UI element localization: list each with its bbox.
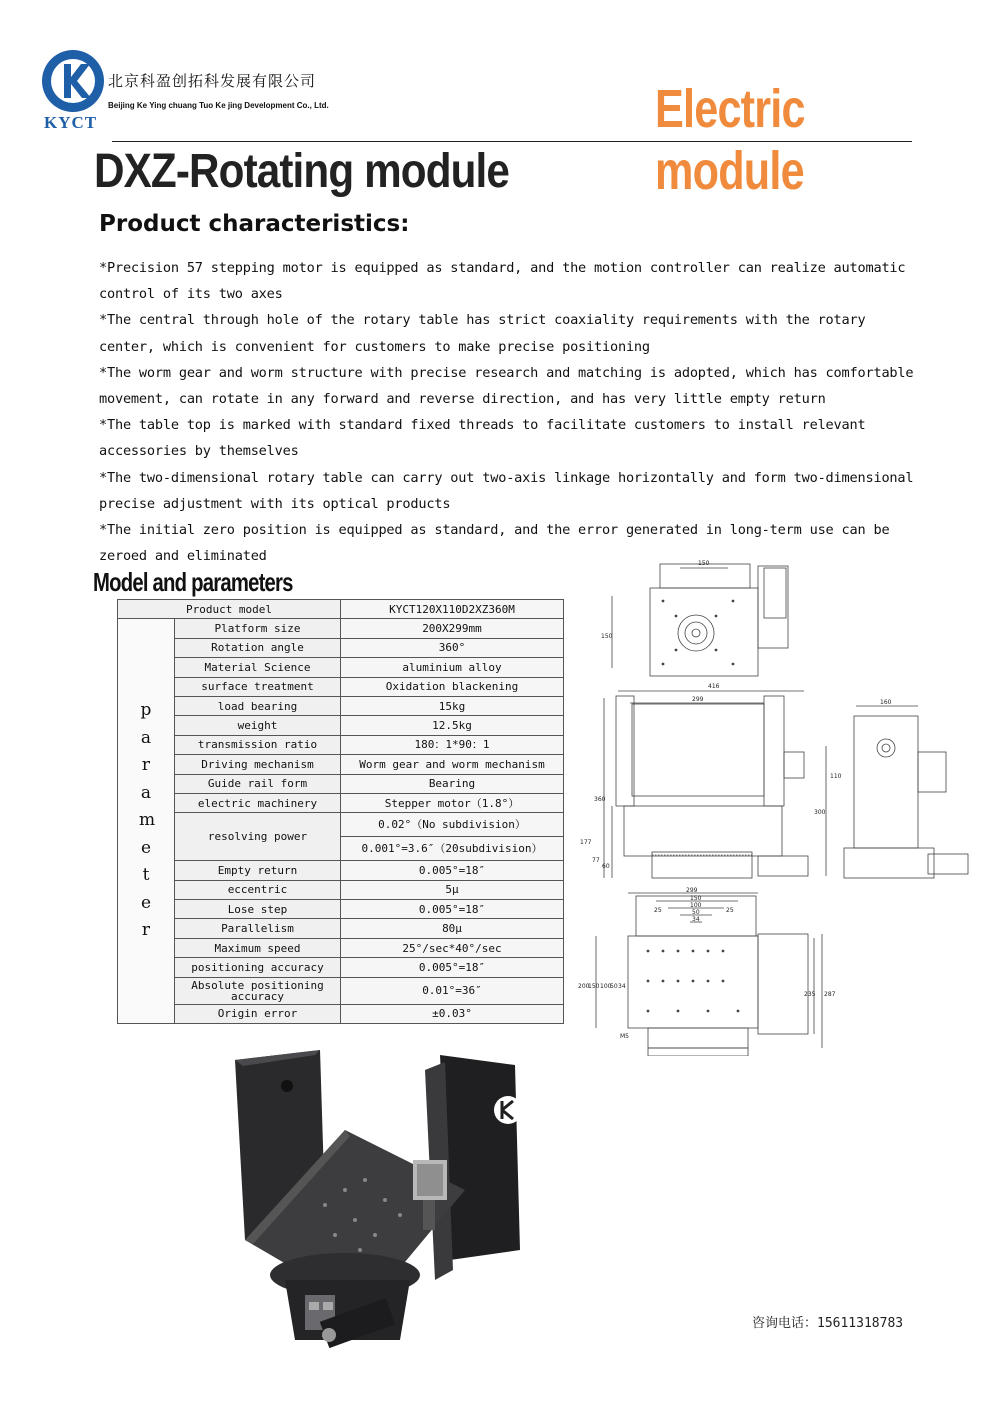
param-name: Absolute positioning accuracy xyxy=(175,977,341,1004)
dim-label: 100 xyxy=(690,902,702,909)
dim-label: 60 xyxy=(602,863,610,870)
dim-label: 416 xyxy=(708,683,720,690)
product-photo xyxy=(225,1040,545,1350)
dim-label: 25 xyxy=(726,907,734,914)
header-divider xyxy=(112,141,912,142)
param-name: load bearing xyxy=(175,696,341,715)
param-name: positioning accuracy xyxy=(175,958,341,977)
product-model-value: KYCT120X110D2XZ360M xyxy=(341,600,564,619)
table-row xyxy=(118,880,564,899)
param-value: 12.5kg xyxy=(341,716,564,735)
param-name: Platform size xyxy=(175,619,341,638)
param-value: ±0.03° xyxy=(341,1004,564,1023)
param-name: electric machinery xyxy=(175,793,341,812)
param-name: Rotation angle xyxy=(175,638,341,657)
contact-phone: 咨询电话：15611318783 xyxy=(752,1316,904,1331)
param-name: Driving mechanism xyxy=(175,755,341,774)
dim-label: 50 xyxy=(610,983,618,990)
dim-label: M5 xyxy=(620,1033,629,1040)
parameter-side-label xyxy=(118,619,175,1024)
param-name: surface treatment xyxy=(175,677,341,696)
front-view-drawing xyxy=(604,691,808,878)
dim-label: 150 xyxy=(588,983,600,990)
dim-label: 150 xyxy=(698,560,710,567)
dim-label: 77 xyxy=(592,857,600,864)
table-row xyxy=(118,716,564,735)
dim-label: 150 xyxy=(601,633,613,640)
feature-item: *The table top is marked with standard fixed threads to facilitate customers to install relevant accessories by themselves xyxy=(99,417,866,460)
param-value: 0.005°=18″ xyxy=(341,900,564,919)
feature-item: *The two-dimensional rotary table can carry out two-axis linkage horizontally and form two-dimensional precise adjustment with its optical products xyxy=(99,469,914,512)
product-model-label: Product model xyxy=(118,600,341,619)
table-row xyxy=(118,677,564,696)
table-row xyxy=(118,1004,564,1023)
table-row xyxy=(118,638,564,657)
table-row xyxy=(118,958,564,977)
param-name: Material Science xyxy=(175,658,341,677)
param-value: 5μ xyxy=(341,880,564,899)
table-row xyxy=(118,813,564,837)
param-value: 0.005°=18″ xyxy=(341,861,564,880)
dim-label: 100 xyxy=(600,983,612,990)
param-value: 360° xyxy=(341,638,564,657)
table-row xyxy=(118,774,564,793)
param-value: 0.001°=3.6″（20subdivision） xyxy=(341,837,564,861)
feature-item: *Precision 57 stepping motor is equipped as standard, and the motion controller can realize automatic control of its two axes xyxy=(99,260,906,303)
dim-label: 300 xyxy=(814,809,826,816)
dim-label: 150 xyxy=(690,895,702,902)
logo-text: KYCT xyxy=(44,113,98,132)
param-name: Empty return xyxy=(175,861,341,880)
param-value: 180：1*90：1 xyxy=(341,735,564,754)
param-name: transmission ratio xyxy=(175,735,341,754)
dim-label: 50 xyxy=(692,909,700,916)
bottom-view-drawing xyxy=(596,893,822,1056)
table-row xyxy=(118,900,564,919)
dim-label: 25 xyxy=(654,907,662,914)
param-name: Origin error xyxy=(175,1004,341,1023)
feature-item: *The worm gear and worm structure with precise research and matching is adopted, which has comfortable movement, can rotate in any forward and reverse direction, and has very little empty return xyxy=(99,364,914,408)
table-row xyxy=(118,755,564,774)
param-value: Oxidation blackening xyxy=(341,677,564,696)
table-row xyxy=(118,938,564,957)
param-value: 15kg xyxy=(341,696,564,715)
dim-label: 34 xyxy=(618,983,626,990)
model-heading: Model and parameters xyxy=(93,567,293,597)
table-row xyxy=(118,919,564,938)
dim-label: 287 xyxy=(824,991,836,998)
param-name: Guide rail form xyxy=(175,774,341,793)
param-value: Bearing xyxy=(341,774,564,793)
param-value: 0.02°（No subdivision） xyxy=(341,813,564,837)
param-value: Stepper motor（1.8°） xyxy=(341,793,564,812)
category-title: Electric module xyxy=(655,79,805,201)
dim-label: 299 xyxy=(686,887,698,894)
table-row xyxy=(118,735,564,754)
table-row xyxy=(118,619,564,638)
parameter-side-text: parameter xyxy=(139,700,156,941)
table-row xyxy=(118,977,564,1004)
param-value: 0.005°=18″ xyxy=(341,958,564,977)
table-row xyxy=(118,793,564,812)
company-name-en: Beijing Ke Ying chuang Tuo Ke jing Development Co., Ltd. xyxy=(108,101,329,110)
side-view-drawing xyxy=(826,706,968,878)
parameter-table xyxy=(117,599,564,1024)
param-name: Parallelism xyxy=(175,919,341,938)
technical-drawings xyxy=(568,556,988,1056)
param-value: 80μ xyxy=(341,919,564,938)
dim-label: 160 xyxy=(880,699,892,706)
dim-label: 360 xyxy=(594,796,606,803)
table-row xyxy=(118,861,564,880)
features-heading: Product characteristics: xyxy=(99,211,410,237)
features-list xyxy=(99,255,929,569)
company-name-cn: 北京科盈创拓科发展有限公司 xyxy=(108,72,317,90)
param-value: 25°/sec*40°/sec xyxy=(341,938,564,957)
param-name: resolving power xyxy=(175,813,341,861)
table-row xyxy=(118,658,564,677)
top-view-drawing xyxy=(612,564,788,676)
feature-item: *The initial zero position is equipped as standard, and the error generated in long-term use can be zeroed and eliminated xyxy=(99,522,890,565)
dim-label: 34 xyxy=(692,916,700,923)
param-name: Lose step xyxy=(175,900,341,919)
param-name: Maximum speed xyxy=(175,938,341,957)
param-name: eccentric xyxy=(175,880,341,899)
dim-label: 299 xyxy=(692,696,704,703)
dim-label: 235 xyxy=(804,991,816,998)
kyct-logo-icon xyxy=(40,48,106,114)
param-name: weight xyxy=(175,716,341,735)
page-title: DXZ-Rotating module xyxy=(94,145,510,198)
table-row xyxy=(118,696,564,715)
dim-label: 200 xyxy=(578,983,590,990)
dim-label: 177 xyxy=(580,839,592,846)
feature-item: *The central through hole of the rotary table has strict coaxiality requirements with the rotary center, which is convenient for customers to make precise positioning xyxy=(99,312,866,355)
param-value: aluminium alloy xyxy=(341,658,564,677)
param-value: 0.01°=36″ xyxy=(341,977,564,1004)
dim-label: 110 xyxy=(830,773,842,780)
param-value: Worm gear and worm mechanism xyxy=(341,755,564,774)
param-value: 200X299mm xyxy=(341,619,564,638)
table-row xyxy=(118,600,564,619)
